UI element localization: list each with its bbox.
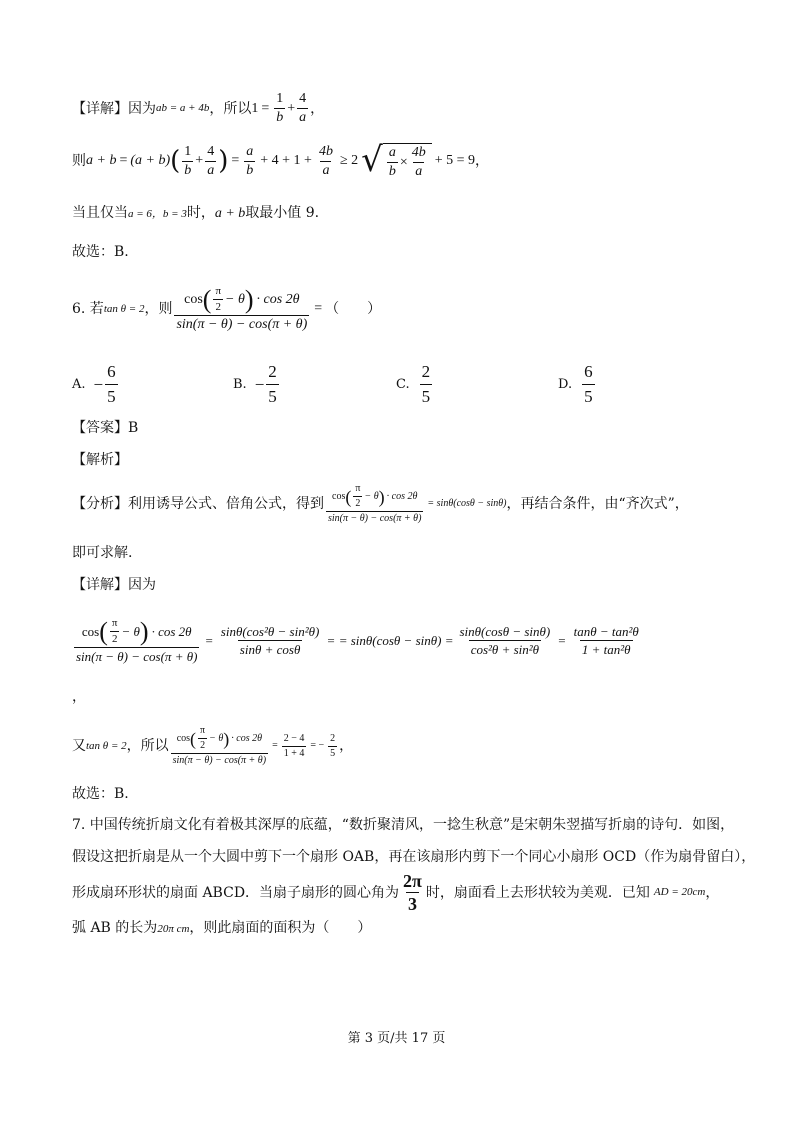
num: 4b: [318, 143, 333, 159]
paren-close: ): [218, 146, 229, 176]
num: a: [246, 143, 254, 159]
paren: (: [202, 284, 212, 314]
paren-open: (: [170, 146, 181, 176]
plus: +: [287, 100, 296, 116]
num: 2: [421, 362, 431, 381]
num: sinθ(cosθ − sinθ): [459, 624, 551, 639]
ad-length: AD = 20cm: [653, 886, 706, 898]
comma: ，: [310, 100, 325, 117]
paren: ): [244, 284, 254, 314]
cos: cos: [332, 490, 346, 502]
analysis-line: [72, 484, 689, 524]
num: π: [111, 617, 118, 629]
analysis-continued: 即可求解.: [72, 545, 133, 561]
cos2theta: · cos 2θ: [386, 490, 418, 502]
den: 2: [215, 301, 221, 313]
equals: =: [558, 633, 566, 648]
paren: (: [345, 486, 352, 507]
text: ，再结合条件，由“齐次式”，: [506, 496, 689, 512]
den: sinθ + cosθ: [239, 642, 301, 657]
text: ，: [705, 884, 720, 901]
condition: tan θ = 2: [86, 739, 127, 752]
denominator: sin(π − θ) − cos(π + θ): [172, 755, 267, 766]
comma: ，: [475, 153, 490, 169]
pi-over-2: [213, 286, 223, 313]
text: 取最小值 9.: [245, 205, 320, 221]
den: b: [184, 162, 192, 178]
text: 又: [72, 738, 86, 754]
num: π: [215, 285, 222, 297]
fraction-1-over-b: [274, 92, 285, 125]
option-label: D.: [558, 377, 573, 392]
den: a: [299, 110, 307, 125]
detail-line-3: [72, 206, 319, 221]
condition: tan θ = 2: [103, 302, 145, 315]
text: 则: [72, 153, 86, 169]
cos: cos: [81, 624, 100, 639]
fraction: [387, 146, 398, 179]
den: 5: [266, 384, 279, 407]
equals: =: [231, 153, 240, 168]
num: 4: [299, 91, 307, 106]
den: a: [207, 162, 215, 178]
cos: cos: [176, 732, 191, 744]
minus-theta: − θ: [121, 624, 140, 639]
q7-line-1: 7. 中国传统折扇文化有着极其深厚的底蕴，“数折聚清风，一捻生秋意”是宋朝朱翌描写折扇的诗句．如图，: [72, 817, 735, 833]
num: 2: [268, 362, 277, 381]
num: 4b: [411, 145, 426, 160]
question-6: [72, 286, 381, 332]
option-label: B.: [233, 377, 247, 392]
den: 2: [111, 633, 118, 645]
den: 5: [582, 384, 595, 407]
q7-line-3: [72, 872, 719, 913]
fraction: [328, 734, 337, 759]
num: 4: [207, 143, 215, 159]
option-fraction: [266, 362, 279, 407]
question-number: 6. 若: [72, 301, 104, 317]
num: 2 − 4: [283, 732, 305, 744]
num: 1: [184, 143, 192, 159]
equals: =: [327, 633, 335, 648]
den: 2: [200, 740, 206, 751]
num: a: [388, 145, 396, 160]
denominator: sin(π − θ) − cos(π + θ): [176, 317, 308, 332]
expr: = sinθ(cosθ − sinθ) =: [338, 633, 454, 648]
expr: a + b: [214, 206, 246, 221]
denominator: sin(π − θ) − cos(π + θ): [76, 649, 198, 664]
comma: ，: [339, 738, 354, 754]
also-line: [72, 726, 353, 766]
equals: =: [314, 301, 323, 316]
fraction-4-over-a: [297, 92, 308, 125]
small-fraction: [171, 726, 268, 766]
num: 6: [107, 362, 116, 381]
den: 3: [407, 894, 417, 914]
num: sinθ(cos²θ − sin²θ): [220, 624, 320, 639]
text: 当且仅当: [72, 205, 128, 221]
fraction: [244, 145, 255, 178]
text: ，则: [144, 301, 173, 317]
detail-line-1: [72, 92, 324, 125]
big-fraction: [174, 286, 309, 332]
paren: ): [139, 616, 149, 646]
num: 2: [330, 732, 336, 744]
num: 2π: [403, 871, 422, 891]
num: π: [200, 725, 206, 736]
pi-over-2: [353, 484, 362, 509]
option-fraction: [582, 362, 595, 407]
condition: ab = a + 4b: [156, 102, 210, 114]
paren: ): [223, 728, 230, 749]
option-fraction: [420, 362, 433, 407]
minus-theta: − θ: [364, 490, 379, 502]
pi-over-2: [110, 618, 120, 645]
num: 1: [276, 91, 284, 106]
den: 1 + 4: [283, 747, 305, 759]
num: 6: [584, 362, 593, 381]
q7-line-2: 假设这把折扇是从一个大圆中剪下一个扇形 OAB，再在该扇形内剪下一个同心小扇形 OCD（作为扇骨留白），: [72, 849, 756, 865]
minus-theta: − θ: [209, 732, 224, 744]
den: b: [246, 162, 254, 178]
paren: (: [190, 728, 197, 749]
angle-fraction: [401, 872, 424, 913]
text: 【分析】利用诱导公式、倍角公式，得到: [72, 496, 324, 512]
sign: −: [93, 374, 104, 394]
radical-icon: √: [361, 140, 383, 180]
detail-line-2: [72, 140, 490, 180]
text: ，所以: [209, 100, 252, 117]
detail-label-2: 【详解】因为: [72, 577, 156, 593]
equals: =: [119, 153, 128, 168]
fraction: [282, 734, 307, 759]
den: a: [322, 162, 330, 178]
expr: + 4 + 1 +: [260, 153, 312, 168]
text: 时，: [186, 205, 215, 221]
fraction: [317, 145, 335, 178]
detail-label: 【详解】因为: [72, 100, 156, 117]
small-fraction: [326, 484, 423, 524]
cos: cos: [184, 291, 203, 307]
rhs: = sinθ(cosθ − sinθ): [427, 498, 507, 509]
answer: 【答案】B: [72, 420, 139, 436]
pi-over-2: [198, 726, 207, 751]
result: = −: [310, 740, 325, 751]
arc-length: 20π cm: [157, 923, 190, 935]
lhs-fraction: [74, 618, 199, 663]
cos2theta: · cos 2θ: [151, 624, 192, 639]
den: 5: [105, 384, 118, 407]
comma: ，: [72, 689, 86, 705]
text: 弧 AB 的长为: [72, 920, 158, 936]
den: b: [388, 164, 396, 179]
option-d[interactable]: [558, 362, 597, 407]
den: 5: [330, 747, 336, 759]
cos2theta: · cos 2θ: [256, 291, 300, 307]
den: 1 + tan²θ: [581, 642, 631, 657]
values: a = 6，b = 3: [128, 208, 187, 220]
equals: =: [205, 633, 213, 648]
option-b[interactable]: [233, 362, 281, 407]
equals: =: [272, 740, 278, 751]
fraction: [410, 146, 428, 179]
num: tanθ − tan²θ: [573, 624, 639, 639]
q7-line-4: [72, 921, 371, 935]
fraction: [205, 145, 216, 178]
times: ×: [399, 154, 408, 170]
sqrt: [361, 140, 432, 180]
option-fraction: [105, 362, 118, 407]
answer-blank: （ ）: [325, 301, 382, 317]
expr: a + b: [86, 153, 117, 168]
expr: (a + b): [130, 153, 171, 168]
select-1: 故选：B.: [72, 244, 129, 260]
text: ，则此扇面的面积为（ ）: [189, 920, 372, 936]
den: a: [415, 164, 423, 179]
page-number: 第 3 页/共 17 页: [347, 1031, 446, 1046]
expr: + 5 = 9: [434, 153, 476, 168]
fraction: [572, 625, 641, 656]
paren: ): [378, 486, 385, 507]
denominator: sin(π − θ) − cos(π + θ): [328, 513, 422, 524]
text: ，所以: [126, 738, 169, 754]
fraction: [458, 625, 553, 656]
fraction: [182, 145, 193, 178]
option-c[interactable]: [396, 362, 434, 407]
num: π: [355, 483, 361, 494]
analysis-label: 【解析】: [72, 452, 128, 468]
minus-theta: − θ: [225, 291, 245, 307]
one: 1: [251, 100, 259, 116]
text: 时，扇面看上去形状较为美观．已知: [425, 884, 650, 901]
sign: −: [254, 374, 265, 394]
option-a[interactable]: [72, 362, 120, 407]
equals: =: [261, 100, 270, 116]
den: 2: [355, 498, 361, 509]
den: cos²θ + sin²θ: [470, 642, 540, 657]
cos2theta: · cos 2θ: [231, 732, 263, 744]
den: 5: [420, 384, 433, 407]
paren: (: [99, 616, 108, 646]
plus: +: [195, 153, 204, 168]
expr: ≥ 2: [339, 153, 359, 168]
derivation: [72, 618, 643, 663]
text: 形成扇环形状的扇面 ABCD．当扇子扇形的圆心角为: [72, 884, 400, 901]
option-label: C.: [396, 377, 410, 392]
select-2: 故选：B.: [72, 786, 129, 802]
option-label: A.: [72, 377, 86, 392]
den: b: [276, 110, 284, 125]
fraction: [219, 625, 322, 656]
